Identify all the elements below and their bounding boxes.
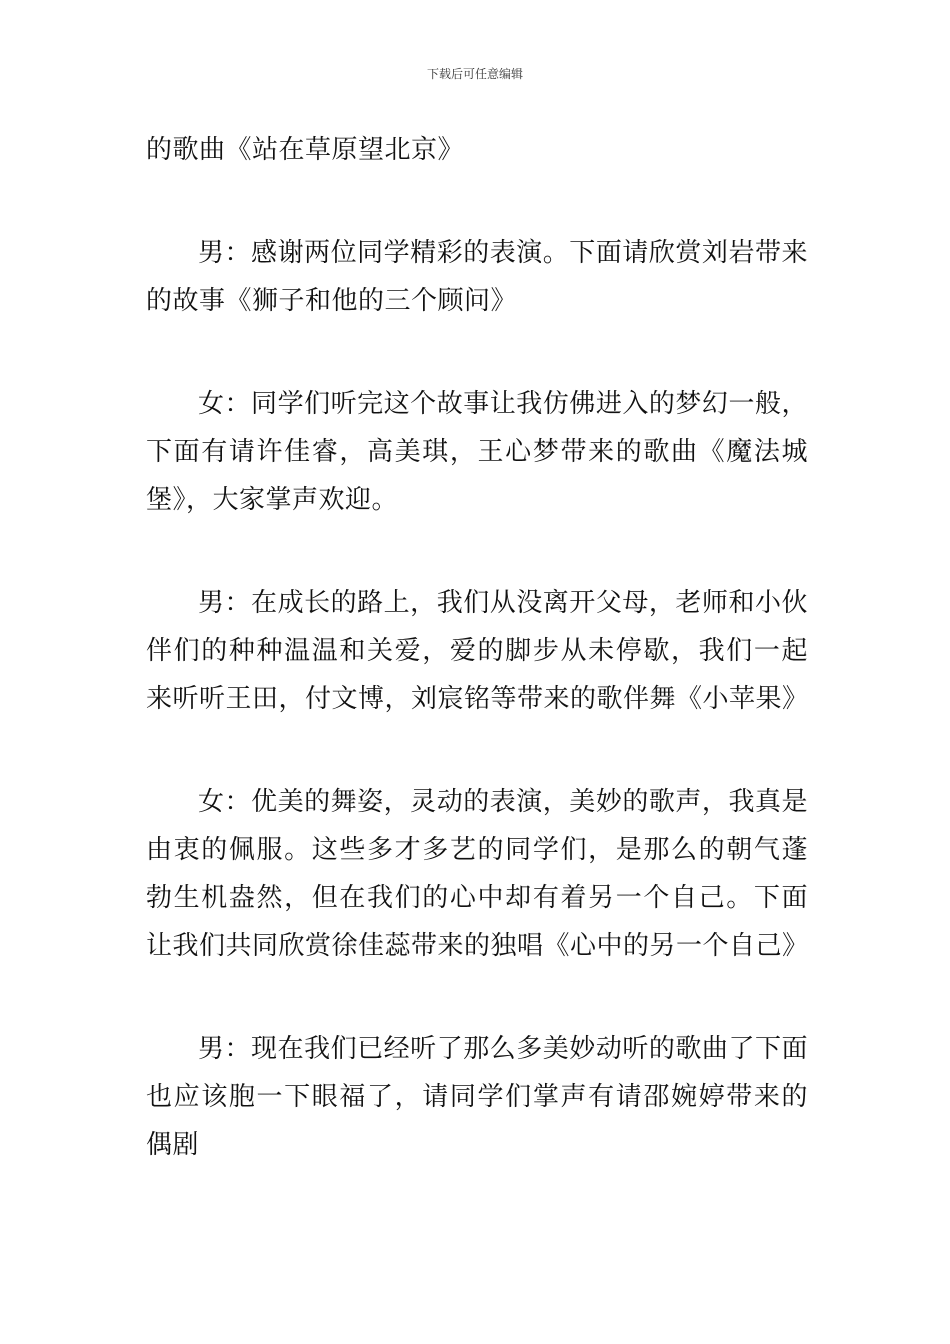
paragraph: 男：感谢两位同学精彩的表演。下面请欣赏刘岩带来的故事《狮子和他的三个顾问》 [146, 238, 808, 316]
paragraph: 男：现在我们已经听了那么多美妙动听的歌曲了下面也应该胞一下眼福了，请同学们掌声有请邵婉婷带来的偶剧 [146, 1034, 808, 1160]
page-header: 下载后可任意编辑 [426, 67, 523, 81]
document-body [146, 126, 808, 1169]
paragraph: 男：在成长的路上，我们从没离开父母，老师和小伙伴们的种种温温和关爱，爱的脚步从未停歇，我们一起来听听王田，付文博，刘宸铭等带来的歌伴舞《小苹果》 [146, 588, 809, 714]
paragraph: 女：同学们听完这个故事让我仿佛进入的梦幻一般，下面有请许佳睿，高美琪，王心梦带来的歌曲《魔法城堡》，大家掌声欢迎。 [146, 389, 808, 515]
paragraph-continuation: 的歌曲《站在草原望北京》 [146, 135, 465, 165]
paragraph: 女：优美的舞姿，灵动的表演，美妙的歌声，我真是由衷的佩服。这些多才多艺的同学们，是那么的朝气蓬勃生机盎然，但在我们的心中却有着另一个自己。下面让我们共同欣赏徐佳蕊带来的独唱《心中的另一个自己》 [146, 787, 809, 961]
